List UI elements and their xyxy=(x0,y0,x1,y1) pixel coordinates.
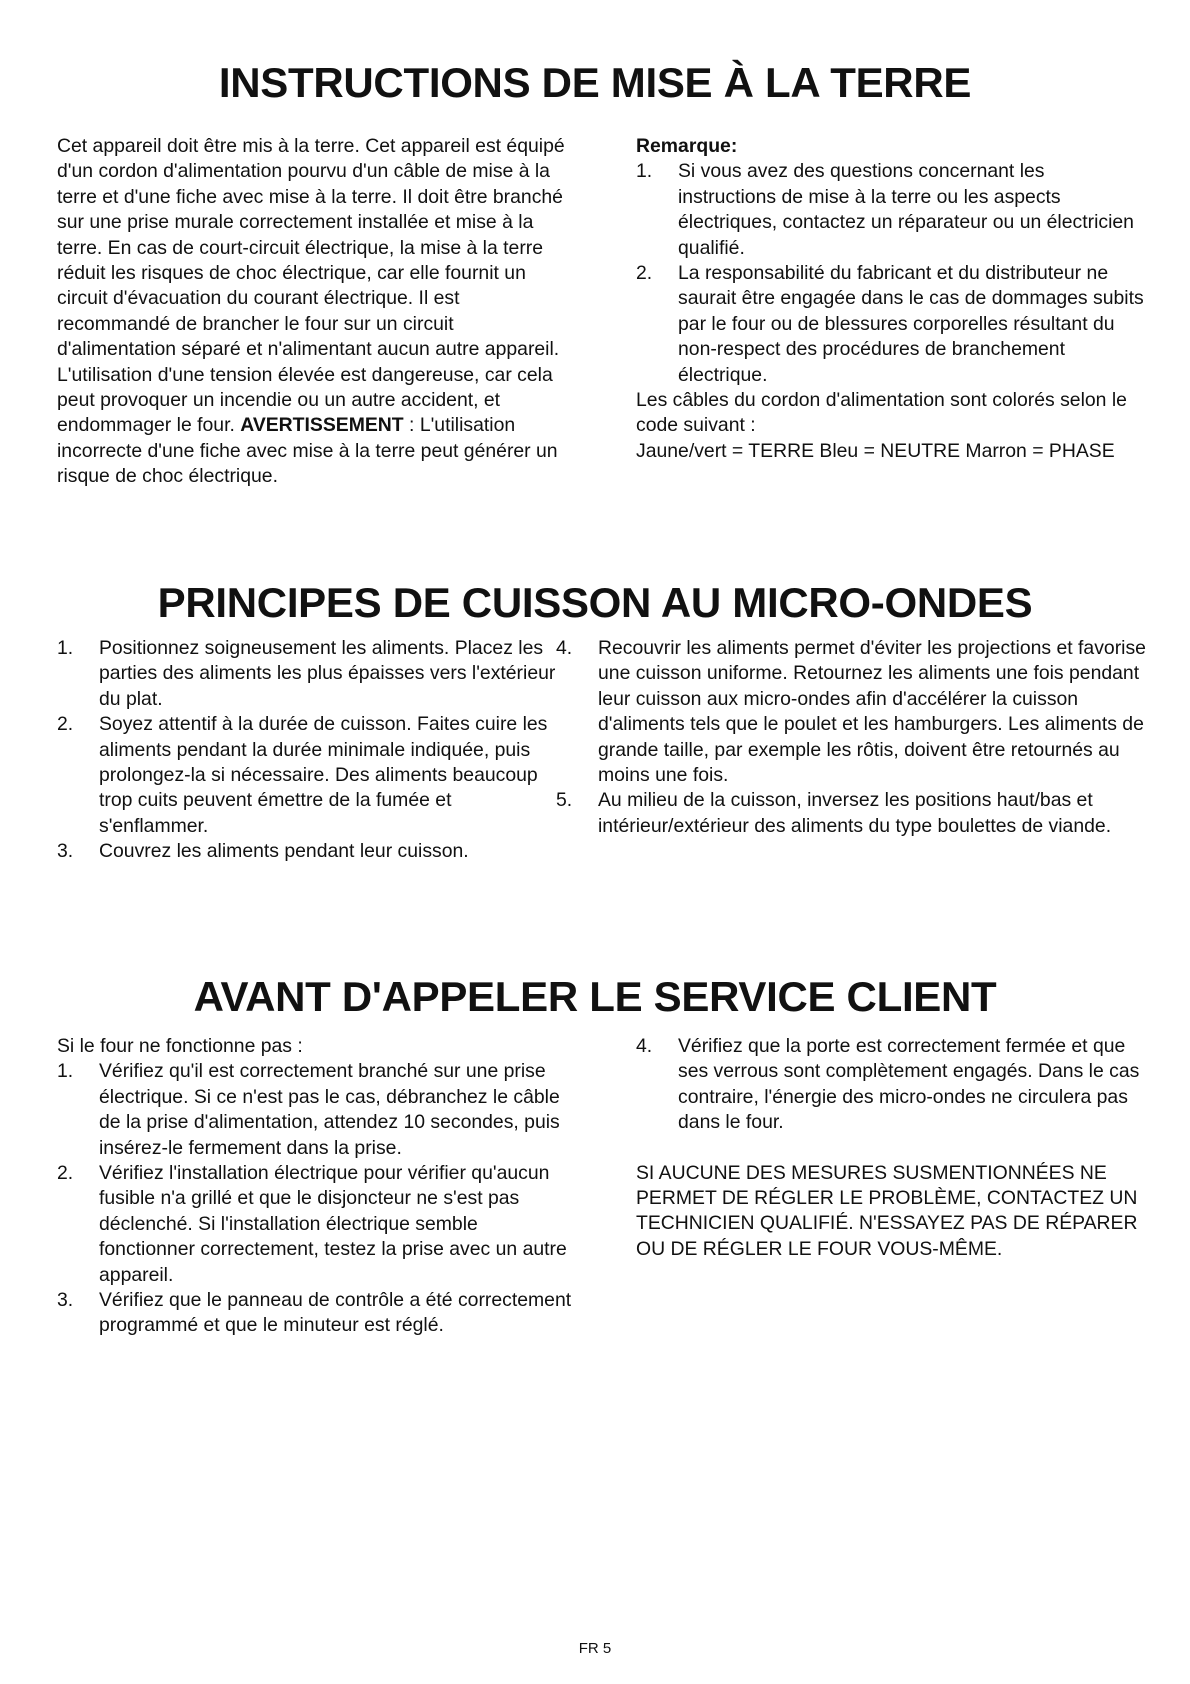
list-number: 2. xyxy=(57,1162,74,1185)
list-text: Couvrez les aliments pendant leur cuisson. xyxy=(99,840,469,863)
service-intro: Si le four ne fonctionne pas : xyxy=(57,1035,303,1057)
grounding-right-column xyxy=(636,134,1146,464)
service-left-column xyxy=(57,1034,572,1339)
list-text: Vérifiez que le panneau de contrôle a été correctement programmé et que le minuteur est réglé. xyxy=(99,1289,572,1337)
cooking-right-column xyxy=(556,636,1154,839)
service-list-right xyxy=(636,1034,1146,1136)
list-number: 4. xyxy=(636,1035,653,1057)
list-number: 4. xyxy=(556,637,573,659)
list-item xyxy=(57,636,562,712)
list-item xyxy=(636,1034,1146,1136)
list-number: 2. xyxy=(636,262,653,285)
warning-text: : L'utilisation incorrecte d'une fiche avec mise à la terre peut générer un risque de choc électrique. xyxy=(57,414,558,488)
list-item xyxy=(556,788,1154,839)
list-number: 3. xyxy=(57,840,74,863)
cooking-title: PRINCIPES DE CUISSON AU MICRO-ONDES xyxy=(157,579,1033,626)
grounding-body-text: Cet appareil doit être mis à la terre. Cet appareil est équipé d'un cordon d'alimentation pourvu d'un câble de mise à la terre et d'une fiche avec mise à la terre. Il doit être branché sur une prise murale correctement installée et mise à la terre. En cas de court-circuit électrique, la mise à la terre réduit les risques de choc électrique, car elle fournit un circuit d'évacuation du courant électrique. Il est recommandé de brancher le four sur un circuit d'alimentation séparé et n'alimentant aucun autre appareil. L'utilisation d'une tension élevée est dangereuse, car cela peut provoquer un incendie ou un autre accident, et endommager le four. xyxy=(57,135,565,437)
list-text: La responsabilité du fabricant et du distributeur ne saurait être engagée dans le cas de dommages subits par le four ou de blessures corporelles résultant du non-respect des procédures de branchement électrique. xyxy=(678,262,1144,386)
list-text: Vérifiez qu'il est correctement branché sur une prise électrique. Si ce n'est pas le cas, débranchez le câble de la prise d'alimentation, attendez 10 secondes, puis insérez-le fermement dans la prise. xyxy=(99,1060,560,1159)
grounding-body xyxy=(57,134,572,490)
list-number: 1. xyxy=(57,1060,74,1083)
grounding-title: INSTRUCTIONS DE MISE À LA TERRE xyxy=(218,59,972,106)
service-right-column xyxy=(636,1034,1146,1262)
grounding-left-column xyxy=(57,134,572,490)
list-number: 2. xyxy=(57,713,74,736)
remark-label: Remarque: xyxy=(636,135,738,157)
page-number: FR 5 xyxy=(578,1640,612,1657)
list-item xyxy=(636,159,1146,261)
service-notice: SI AUCUNE DES MESURES SUSMENTIONNÉES NE PERMET DE RÉGLER LE PROBLÈME, CONTACTEZ UN TECHNICIEN QUALIFIÉ. N'ESSAYEZ PAS DE RÉPARER OU DE RÉGLER LE FOUR VOUS-MÊME. xyxy=(636,1161,1138,1260)
cable-text: Les câbles du cordon d'alimentation sont colorés selon le code suivant : xyxy=(636,389,1127,437)
list-text: Vérifiez que la porte est correctement fermée et que ses verrous sont complètement engagés. Dans le cas contraire, l'énergie des micro-ondes ne circulera pas dans le four. xyxy=(678,1035,1140,1134)
list-item xyxy=(57,1059,572,1161)
list-text: Si vous avez des questions concernant les instructions de mise à la terre ou les aspects électriques, contactez un réparateur ou un électricien qualifié. xyxy=(678,160,1134,259)
list-text: Soyez attentif à la durée de cuisson. Faites cuire les aliments pendant la durée minimale indiquée, puis prolongez-la si nécessaire. Des aliments beaucoup trop cuits peuvent émettre de la fumée et s'enflammer. xyxy=(99,713,548,837)
service-title: AVANT D'APPELER LE SERVICE CLIENT xyxy=(193,973,997,1020)
list-number: 3. xyxy=(57,1289,74,1312)
list-item xyxy=(57,712,562,839)
service-list-left xyxy=(57,1059,572,1338)
list-text: Au milieu de la cuisson, inversez les positions haut/bas et intérieur/extérieur des aliments du type boulettes de viande. xyxy=(598,789,1112,837)
list-item xyxy=(556,636,1154,788)
list-number: 5. xyxy=(556,789,573,812)
cooking-list-right xyxy=(556,636,1154,839)
cooking-left-column xyxy=(57,636,562,865)
cooking-list-left xyxy=(57,636,562,865)
list-text: Positionnez soigneusement les aliments. Placez les parties des aliments les plus épaisses vers l'extérieur du plat. xyxy=(99,637,556,710)
list-number: 1. xyxy=(636,160,653,183)
list-number: 1. xyxy=(57,637,74,659)
list-item xyxy=(57,1288,572,1339)
list-text: Recouvrir les aliments permet d'éviter les projections et favorise une cuisson uniforme. Retournez les aliments une fois pendant leur cuisson aux micro-ondes afin d'accélérer la cuisson d'aliments tels que le poulet et les hamburgers. Les aliments de grande taille, par exemple les rôtis, doivent être retournés au moins une fois. xyxy=(598,637,1146,787)
list-item xyxy=(636,261,1146,388)
list-item xyxy=(57,839,562,864)
list-text: Vérifiez l'installation électrique pour vérifier qu'aucun fusible n'a grillé et que le disjoncteur ne s'est pas déclenché. Si l'installation électrique semble fonctionner correctement, testez la prise avec un autre appareil. xyxy=(99,1162,567,1286)
remark-list xyxy=(636,159,1146,388)
warning-label: AVERTISSEMENT xyxy=(240,414,404,437)
cable-codes: Jaune/vert = TERRE Bleu = NEUTRE Marron = PHASE xyxy=(636,439,1115,462)
list-item xyxy=(57,1161,572,1288)
